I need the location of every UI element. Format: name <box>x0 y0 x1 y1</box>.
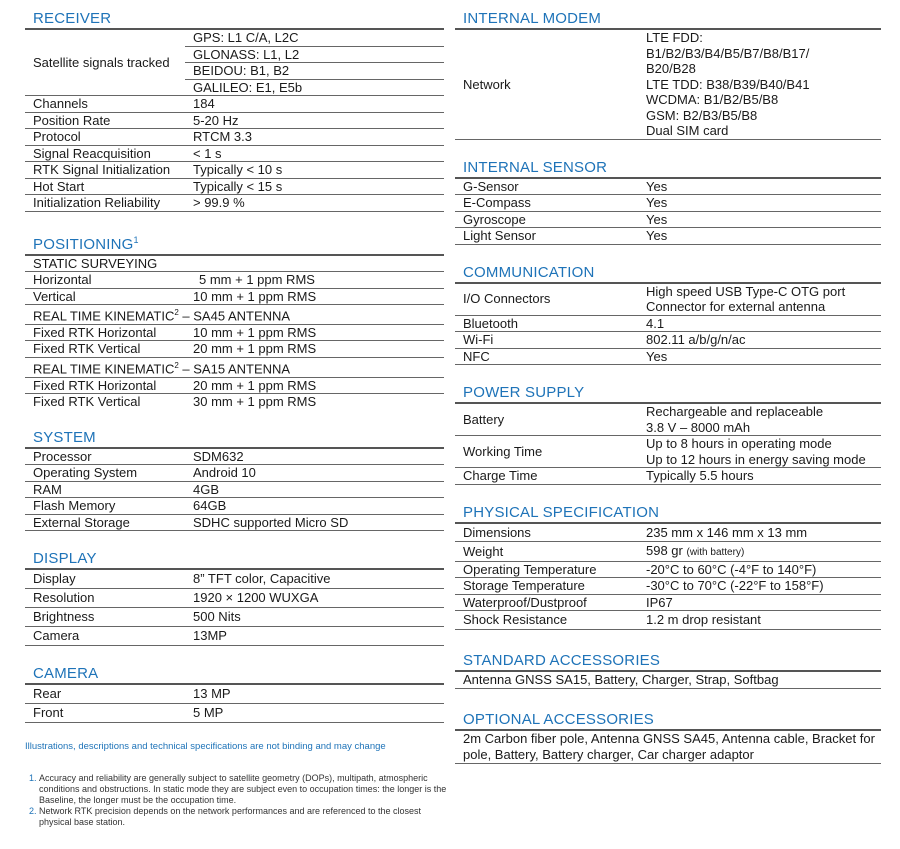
communication-table <box>455 284 881 366</box>
spec-value: 1.2 m drop resistant <box>638 611 881 630</box>
spec-label: NFC <box>455 348 638 365</box>
disclaimer-text: Illustrations, descriptions and technical specifications are not binding and may change <box>25 741 386 752</box>
system-title: SYSTEM <box>25 429 444 449</box>
spec-label: Fixed RTK Vertical <box>33 394 141 410</box>
spec-label: G-Sensor <box>455 179 638 195</box>
table-row <box>25 324 444 341</box>
spec-label: Storage Temperature <box>455 578 638 595</box>
rtk-header-text: REAL TIME KINEMATIC <box>33 308 175 324</box>
footnote-ref: 1 <box>133 234 139 245</box>
internal-sensor-title: INTERNAL SENSOR <box>455 159 881 179</box>
communication-title: COMMUNICATION <box>455 264 881 284</box>
dimensions-label: Dimensions <box>455 524 638 542</box>
internal-modem-section <box>455 10 881 140</box>
optional-accessories-line: pole, Battery, Battery charger, Car charger adaptor <box>463 747 754 762</box>
standard-accessories-title: STANDARD ACCESSORIES <box>455 652 881 672</box>
rtk-sa45-header <box>25 305 444 325</box>
battery-label: Battery <box>455 404 638 436</box>
table-row <box>455 228 881 245</box>
gps-value: GPS: L1 C/A, L2C <box>185 30 444 46</box>
spec-label: Horizontal <box>25 272 185 289</box>
spec-label: Processor <box>25 449 185 465</box>
footnote-ref: 2 <box>174 360 179 370</box>
spec-value: -30°C to 70°C (-22°F to 158°F) <box>638 578 881 595</box>
battery-value <box>638 404 881 436</box>
spec-label: RAM <box>25 481 185 498</box>
spec-label: Channels <box>25 96 185 113</box>
spec-label: Display <box>25 570 185 589</box>
spec-label: Position Rate <box>25 112 185 129</box>
galileo-value: GALILEO: E1, E5b <box>185 79 444 96</box>
table-row <box>25 685 444 704</box>
spec-label: Vertical <box>25 288 185 305</box>
spec-label: Camera <box>25 627 185 646</box>
footnotes <box>25 773 455 828</box>
rtk-header-text: REAL TIME KINEMATIC <box>33 361 175 377</box>
table-row <box>455 541 881 561</box>
weight-label: Weight <box>455 541 638 561</box>
table-row <box>455 524 881 542</box>
footnote-2: 2. Network RTK precision depends on the network performances and are referenced to the closest physical base station. <box>39 806 455 828</box>
spec-value: 5-20 Hz <box>185 112 444 129</box>
table-row <box>455 561 881 578</box>
spec-value: 30 mm + 1 ppm RMS <box>193 394 317 410</box>
receiver-section <box>25 10 444 212</box>
table-row <box>25 357 444 377</box>
spec-label: Hot Start <box>25 178 185 195</box>
dimensions-value: 235 mm x 146 mm x 13 mm <box>638 524 881 542</box>
table-row <box>25 272 444 289</box>
spec-label: Protocol <box>25 129 185 146</box>
static-surveying-header: STATIC SURVEYING <box>25 256 444 272</box>
table-row <box>25 481 444 498</box>
spec-value: 10 mm + 1 ppm RMS <box>185 288 444 305</box>
io-connectors-value <box>638 284 881 316</box>
spec-label: E-Compass <box>455 195 638 212</box>
spec-value: Yes <box>638 348 881 365</box>
network-line: Dual SIM card <box>646 123 729 138</box>
network-line: B1/B2/B3/B4/B5/B7/B8/B17/ <box>646 45 810 61</box>
table-row <box>455 284 881 316</box>
spec-label: Front <box>25 704 185 723</box>
table-row <box>455 611 881 630</box>
spec-label: Flash Memory <box>25 498 185 515</box>
optional-accessories-line: 2m Carbon fiber pole, Antenna GNSS SA45, Antenna cable, Bracket for <box>463 731 875 746</box>
table-row <box>455 594 881 611</box>
spec-value: 20 mm + 1 ppm RMS <box>185 377 444 394</box>
internal-modem-title: INTERNAL MODEM <box>455 10 881 30</box>
table-row <box>25 394 444 410</box>
table-row <box>25 145 444 162</box>
right-column <box>455 10 881 764</box>
receiver-table <box>25 30 444 212</box>
spec-value: 4.1 <box>638 315 881 332</box>
table-row <box>25 704 444 723</box>
table-row <box>455 404 881 436</box>
table-row <box>25 112 444 129</box>
working-time-value <box>638 436 881 468</box>
io-line: Connector for external antenna <box>646 299 826 314</box>
spec-value: Typically < 15 s <box>185 178 444 195</box>
spec-value: Android 10 <box>185 465 444 482</box>
table-row <box>25 608 444 627</box>
table-row <box>455 211 881 228</box>
table-row <box>455 179 881 195</box>
beidou-value: BEIDOU: B1, B2 <box>185 63 444 80</box>
positioning-table <box>25 256 444 410</box>
optional-accessories-section <box>455 711 881 764</box>
spec-label: Fixed RTK Vertical <box>25 341 185 358</box>
table-row <box>25 162 444 179</box>
table-row <box>455 315 881 332</box>
network-label: Network <box>455 30 638 139</box>
spec-value: 802.11 a/b/g/n/ac <box>638 332 881 349</box>
spec-label: Fixed RTK Horizontal <box>25 377 185 394</box>
positioning-title <box>25 231 444 256</box>
communication-section <box>455 264 881 366</box>
network-line: B20/B28 <box>646 61 696 76</box>
spec-value: 5 MP <box>185 704 444 723</box>
network-line: LTE FDD: <box>646 30 703 45</box>
table-row <box>25 256 444 272</box>
table-row <box>25 377 444 394</box>
network-line: WCDMA: B1/B2/B5/B8 <box>646 92 779 107</box>
positioning-title-text: POSITIONING <box>33 235 134 253</box>
power-supply-section <box>455 384 881 485</box>
table-row <box>25 498 444 515</box>
table-row <box>455 195 881 212</box>
left-column <box>25 10 444 723</box>
spec-label: Operating System <box>25 465 185 482</box>
spec-label: Rear <box>25 685 185 704</box>
standard-accessories-section <box>455 652 881 689</box>
weight-note: (with battery) <box>686 546 745 558</box>
table-row <box>25 96 444 113</box>
modem-table <box>455 30 881 140</box>
positioning-section <box>25 231 444 410</box>
network-line: LTE TDD: B38/B39/B40/B41 <box>646 76 810 92</box>
spec-value: Yes <box>638 211 881 228</box>
power-table <box>455 404 881 485</box>
table-row <box>25 449 444 465</box>
table-row <box>25 30 444 46</box>
spec-label: Light Sensor <box>455 228 638 245</box>
spec-label: Operating Temperature <box>455 561 638 578</box>
table-row <box>25 341 444 358</box>
weight-value <box>638 541 881 561</box>
optional-accessories-text <box>455 731 881 764</box>
camera-table <box>25 685 444 723</box>
network-value <box>638 30 881 139</box>
camera-section <box>25 665 444 723</box>
rtk-sa15-header <box>25 357 444 377</box>
spec-value: RTCM 3.3 <box>185 129 444 146</box>
internal-sensor-section <box>455 159 881 245</box>
table-row <box>25 288 444 305</box>
spec-value: Yes <box>638 179 881 195</box>
table-row <box>25 195 444 212</box>
battery-line: Rechargeable and replaceable <box>646 404 824 419</box>
spec-value: 13MP <box>185 627 444 646</box>
table-row <box>455 30 881 139</box>
network-line: GSM: B2/B3/B5/B8 <box>646 107 758 123</box>
footnote-1: 1. Accuracy and reliability are generally subject to satellite geometry (DOPs), multipath, atmospheric conditions and obstructions. In static mode they are subject even to occupation times: the longer is the Baseline, the longer must be the occupation time. <box>39 773 455 806</box>
table-row <box>25 514 444 531</box>
rtk-header-antenna: – SA15 ANTENNA <box>178 361 291 377</box>
spec-value: 500 Nits <box>185 608 444 627</box>
spec-value: 13 MP <box>185 685 444 704</box>
spec-value: Yes <box>638 195 881 212</box>
table-row <box>25 178 444 195</box>
battery-line: 3.8 V – 8000 mAh <box>646 419 751 435</box>
charge-time-value: Typically 5.5 hours <box>638 468 881 485</box>
spec-value: Typically < 10 s <box>185 162 444 179</box>
physical-spec-section <box>455 504 881 631</box>
display-title: DISPLAY <box>25 550 444 570</box>
spec-value: 4GB <box>185 481 444 498</box>
spec-label: Resolution <box>25 589 185 608</box>
spec-value: Yes <box>638 228 881 245</box>
table-row <box>25 305 444 325</box>
working-time-label: Working Time <box>455 436 638 468</box>
spec-value: < 1 s <box>185 145 444 162</box>
io-connectors-label: I/O Connectors <box>455 284 638 316</box>
power-supply-title: POWER SUPPLY <box>455 384 881 404</box>
display-section <box>25 550 444 646</box>
table-row <box>455 332 881 349</box>
table-row <box>25 570 444 589</box>
spec-value: 64GB <box>185 498 444 515</box>
spec-value: > 99.9 % <box>185 195 444 212</box>
table-row <box>25 589 444 608</box>
working-time-line: Up to 8 hours in operating mode <box>646 436 832 451</box>
spec-value: 184 <box>185 96 444 113</box>
system-table <box>25 449 444 532</box>
standard-accessories-text: Antenna GNSS SA15, Battery, Charger, Strap, Softbag <box>455 672 881 689</box>
camera-title: CAMERA <box>25 665 444 685</box>
spec-value: -20°C to 60°C (-4°F to 140°F) <box>638 561 881 578</box>
optional-accessories-title: OPTIONAL ACCESSORIES <box>455 711 881 731</box>
spec-label: RTK Signal Initialization <box>25 162 185 179</box>
spec-label: External Storage <box>25 514 185 531</box>
footnote-ref: 2 <box>174 308 179 317</box>
satellite-signals-label: Satellite signals tracked <box>25 30 185 96</box>
io-line: High speed USB Type-C OTG port <box>646 283 846 299</box>
spec-label: Brightness <box>25 608 185 627</box>
table-row <box>455 578 881 595</box>
glonass-value: GLONASS: L1, L2 <box>185 46 444 63</box>
spec-value: SDM632 <box>185 449 444 465</box>
spec-value: 20 mm + 1 ppm RMS <box>185 341 444 358</box>
table-row <box>455 436 881 468</box>
spec-label: Signal Reacquisition <box>25 145 185 162</box>
spec-value: 5 mm + 1 ppm RMS <box>185 272 444 289</box>
charge-time-label: Charge Time <box>455 468 638 485</box>
spec-label: Initialization Reliability <box>25 195 185 212</box>
spec-value: IP67 <box>638 594 881 611</box>
table-row <box>25 129 444 146</box>
receiver-title: RECEIVER <box>25 10 444 30</box>
sensor-table <box>455 179 881 245</box>
physical-table <box>455 524 881 631</box>
spec-label: Bluetooth <box>455 315 638 332</box>
physical-spec-title: PHYSICAL SPECIFICATION <box>455 504 881 524</box>
spec-label: Shock Resistance <box>455 611 638 630</box>
table-row <box>25 627 444 646</box>
working-time-line: Up to 12 hours in energy saving mode <box>646 451 866 467</box>
system-section <box>25 429 444 532</box>
spec-label: Fixed RTK Horizontal <box>25 324 185 341</box>
spec-label: Gyroscope <box>455 211 638 228</box>
rtk-header-antenna: – SA45 ANTENNA <box>178 308 291 324</box>
spec-value: SDHC supported Micro SD <box>185 514 444 531</box>
table-row <box>455 348 881 365</box>
table-row <box>455 468 881 485</box>
weight-amount: 598 gr <box>646 542 687 558</box>
spec-label: Waterproof/Dustproof <box>455 594 638 611</box>
table-row <box>25 465 444 482</box>
spec-value: 8” TFT color, Capacitive <box>185 570 444 589</box>
display-table <box>25 570 444 646</box>
spec-value: 10 mm + 1 ppm RMS <box>185 324 444 341</box>
spec-value: 1920 × 1200 WUXGA <box>185 589 444 608</box>
spec-label: Wi-Fi <box>455 332 638 349</box>
